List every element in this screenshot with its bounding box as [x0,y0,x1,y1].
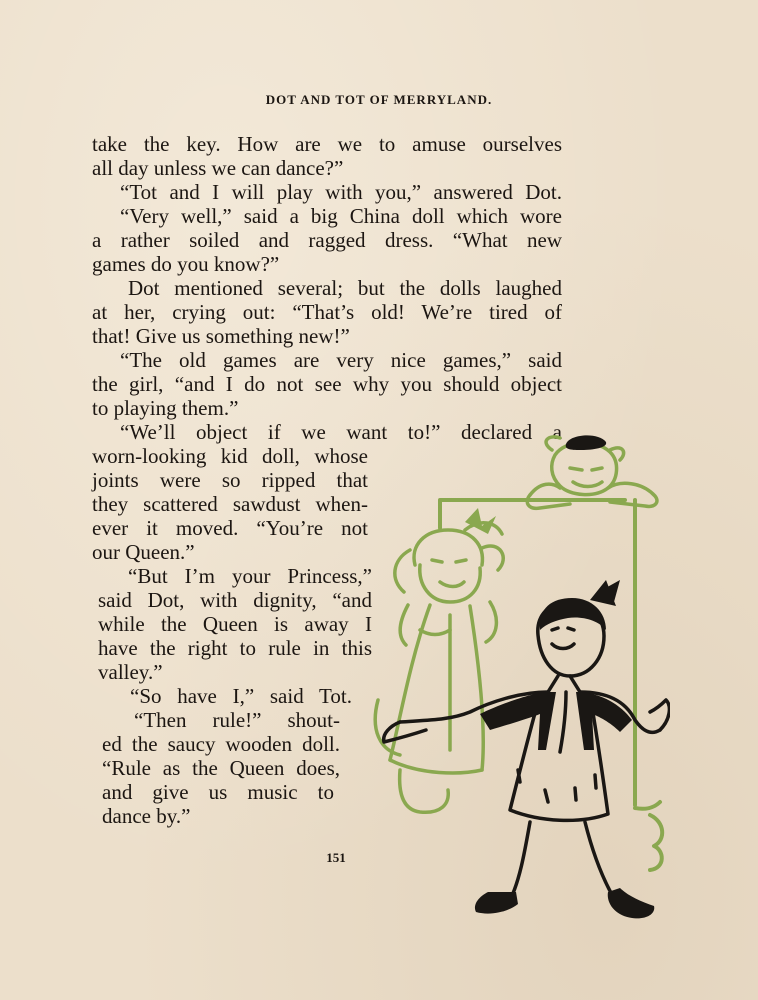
text-line: “Rule as the Queen does, [102,756,340,780]
page-number: 151 [326,850,346,865]
text-line: and give us music to [102,780,334,804]
text-line: that! Give us something new!” [92,324,350,348]
text-line: games do you know?” [92,252,280,276]
text-line: our Queen.” [92,540,195,564]
text-line: “But I’m your Princess,” [128,564,372,588]
text-line: valley.” [98,660,163,684]
dot-right-shoe-drawing [608,888,655,918]
text-line: have the right to rule in this [98,636,372,660]
text-line: a rather soiled and ragged dress. “What new [92,228,562,252]
text-line: they scattered sawdust when- [92,492,368,516]
black-hat-drawing [566,435,606,450]
green-bow-drawing [465,508,496,534]
dot-left-shoe-drawing [475,892,518,914]
text-line: Dot mentioned several; but the dolls laughed [128,276,562,300]
running-header: DOT AND TOT OF MERRYLAND. [265,92,493,107]
text-line: “Then rule!” shout- [134,708,340,732]
text-line: “Tot and I will play with you,” answered Dot. [120,180,562,204]
text-line: the girl, “and I do not see why you should object [92,372,562,396]
text-line: while the Queen is away I [98,612,372,636]
text-line: take the key. How are we to amuse ourselves [92,132,562,156]
text-line: worn-looking kid doll, whose [92,444,368,468]
text-line: ed the saucy wooden doll. [102,732,340,756]
text-line: “The old games are very nice games,” said [120,348,562,372]
text-line: “So have I,” said Tot. [130,684,352,708]
dot-hair-drawing [540,598,606,630]
text-line: ever it moved. “You’re not [92,516,368,540]
text-line: dance by.” [102,804,191,828]
dot-figure-drawing [384,602,670,900]
text-line: joints were so ripped that [92,468,368,492]
green-bonnet-doll-drawing [375,523,503,813]
text-line: to playing them.” [92,396,239,420]
doll-illustration [370,430,670,940]
text-line: all day unless we can dance?” [92,156,344,180]
dot-hair-bow-drawing [590,580,620,606]
text-line: “Very well,” said a big China doll which wore [120,204,562,228]
text-line: at her, crying out: “That’s old! We’re tired of [92,300,562,324]
text-line: “We’ll object if we want to!” declared a [120,420,562,444]
text-line: said Dot, with dignity, “and [98,588,372,612]
